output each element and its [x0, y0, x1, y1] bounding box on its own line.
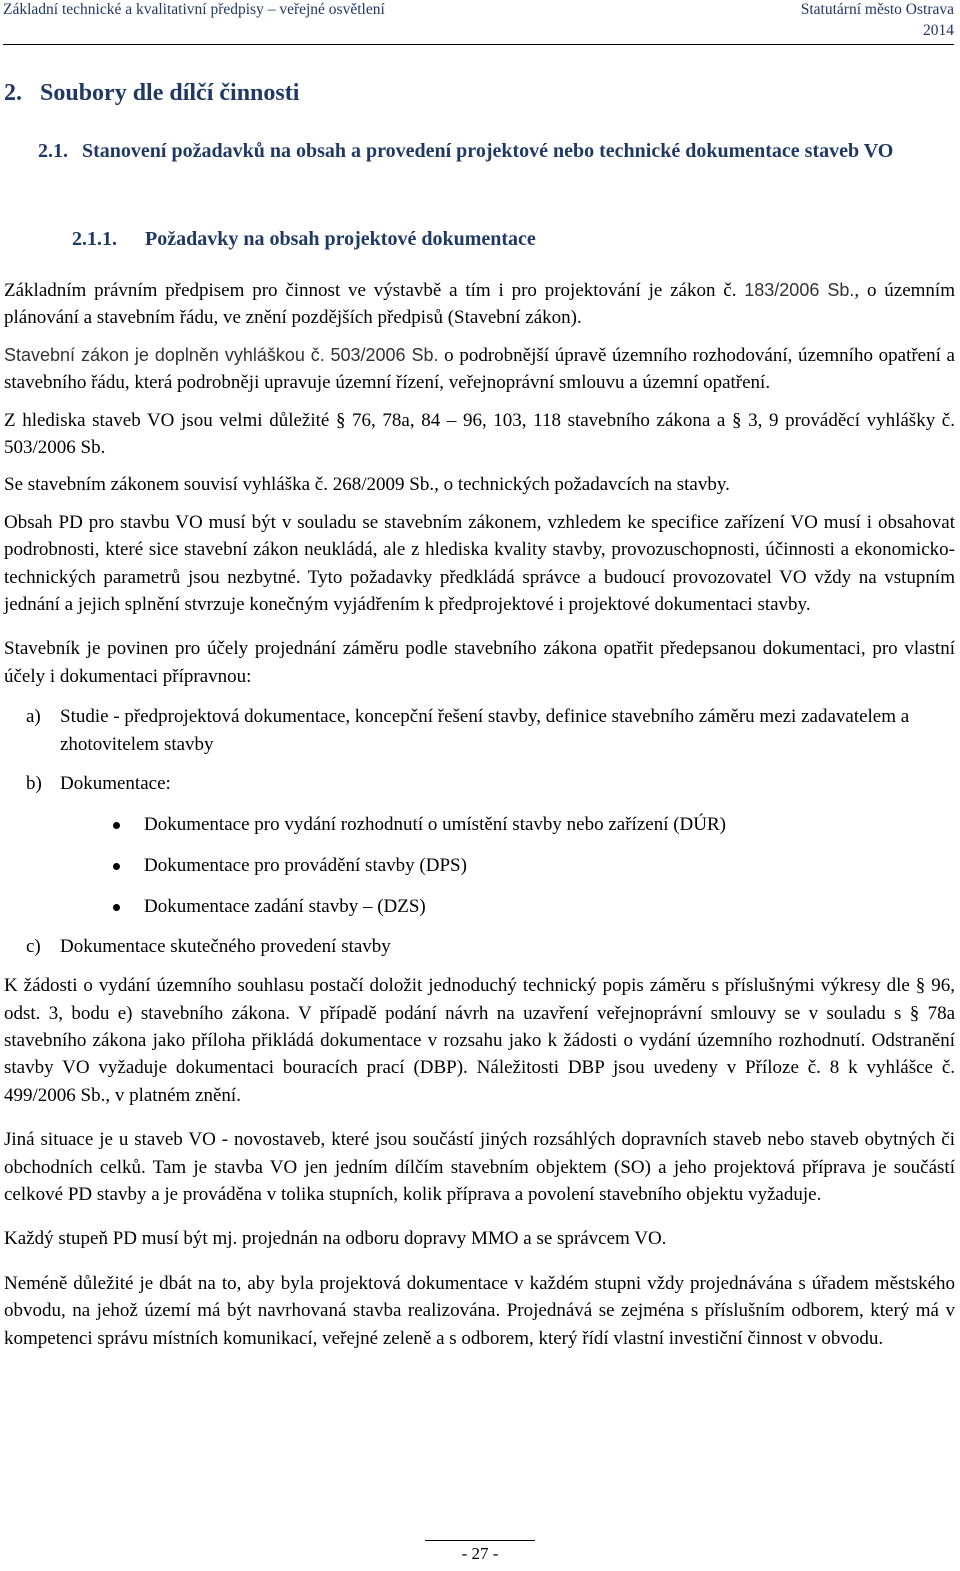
header-title: Základní technické a kvalitativní předpisy – veřejné osvětlení: [3, 1, 385, 18]
paragraph-text: Základním právním předpisem pro činnost ve výstavbě a tím i pro projektování je zákon č.: [4, 280, 737, 301]
heading-2-text: Stanovení požadavků na obsah a provedení projektové nebo technické dokumentace staveb VO: [82, 140, 894, 162]
bullet-icon: [113, 822, 120, 829]
paragraph-pd-approval: Každý stupeň PD musí být mj. projednán na odboru dopravy MMO a se správcem VO.: [4, 1228, 667, 1250]
paragraph-related-decree: Se stavebním zákonem souvisí vyhláška č. 268/2009 Sb., o technických požadavcích na stavby.: [4, 474, 730, 496]
list-item-study: [4, 703, 955, 758]
paragraph-decree: [4, 342, 955, 397]
sublist-item: [60, 852, 955, 879]
paragraph-important-sections: Z hlediska staveb VO jsou velmi důležité § 76, 78a, 84 – 96, 103, 118 stavebního zákona a § 3, 9 prováděcí vyhlášky č. 503/2006 Sb.: [4, 409, 955, 459]
paragraph-text: , o územním plánování a stavebním řádu, ve znění pozdějších předpisů (Stavební zákon).: [4, 280, 955, 329]
sublist-item-text: Dokumentace zadání stavby – (DZS): [144, 896, 426, 918]
paragraph-pd-content: Obsah PD pro stavbu VO musí být v souladu se stavebním zákonem, vzhledem ke specifice zařízení VO musí i obsahovat podrobnosti, které sice stavební zákon neukládá, ale z hlediska kvality stavby, provozuschopnosti, účinnosti a ekonomicko-technických parametrů jsou nezbytné. Tyto požadavky předkládá správce a budoucí provozovatel VO vždy na vstupním jednání a jejich splnění stvrzuje konečným vyjádřením k předprojektové i projektové dokumentaci stavby.: [4, 511, 955, 616]
list-item-text: Dokumentace skutečného provedení stavby: [60, 935, 391, 957]
list-item-text: Studie - předprojektová dokumentace, koncepční řešení stavby, definice stavebního záměru mezi zadavatelem a zhotovitelem stavby: [60, 706, 910, 755]
heading-1-number: 2.: [4, 80, 22, 106]
list-item-text: Dokumentace:: [60, 773, 171, 795]
law-reference: 183/2006 Sb.: [744, 280, 855, 300]
header-organization: Statutární město Ostrava: [800, 1, 954, 18]
list-marker: a): [26, 706, 41, 728]
list-marker: c): [26, 935, 41, 957]
heading-2-number: 2.1.: [38, 140, 68, 162]
document-body: [4, 277, 955, 1352]
bullet-icon: [113, 863, 120, 870]
header-year: 2014: [923, 22, 954, 39]
page-number: - 27 -: [461, 1544, 499, 1563]
paragraph-legal-basis: [4, 277, 955, 332]
paragraph-text: Stavební zákon je doplněn vyhláškou č.: [4, 344, 325, 365]
heading-3-text: Požadavky na obsah projektové dokumentace: [145, 228, 536, 250]
documentation-list: [4, 703, 955, 960]
paragraph-text: o podrobnější úpravě územního rozhodování, územního opatření a stavebního řádu, která podrobněji upravuje územní řízení, veřejnoprávní smlouvu a územní opatření.: [4, 344, 955, 394]
page-header: [3, 0, 954, 45]
sublist-item: [60, 811, 955, 838]
heading-level-1: [4, 80, 299, 107]
list-item-as-built: [4, 933, 955, 960]
sublist-item-text: Dokumentace pro provádění stavby (DPS): [144, 854, 467, 876]
sublist-item: [60, 893, 955, 920]
heading-level-3: [72, 228, 536, 251]
list-marker: b): [26, 773, 42, 795]
heading-1-text: Soubory dle dílčí činnosti: [40, 80, 300, 106]
heading-3-number: 2.1.1.: [72, 228, 117, 250]
documentation-sublist: [60, 811, 955, 921]
bullet-icon: [113, 904, 120, 911]
sublist-item-text: Dokumentace pro vydání rozhodnutí o umístění stavby nebo zařízení (DÚR): [144, 813, 726, 835]
paragraph-district-approval: Neméně důležité je dbát na to, aby byla projektová dokumentace v každém stupni vždy projednávána s úřadem městského obvodu, na jehož území má být navrhovaná stavba realizována. Projednává se zejména s příslušním odborem, který má v kompetenci správu místních komunikací, veřejné zeleně a s odborem, který řídí vlastní investiční činnost v obvodu.: [4, 1272, 955, 1349]
paragraph-territorial-consent: K žádosti o vydání územního souhlasu postačí doložit jednoduchý technický popis záměru s příslušnými výkresy dle § 96, odst. 3, bodu e) stavebního zákona. V případě podání návrh na uzavření veřejnoprávní smlouvy se v souladu s § 78a stavebního zákona jako příloha přikládá dokumentace v rozsahu jako k žádosti o vydání územního rozhodnutí. Odstranění stavby VO vyžaduje dokumentaci bouracích prací (DBP). Náležitosti DBP jsou uvedeny v Příloze č. 8 k vyhlášce č. 499/2006 Sb., v platném znění.: [4, 975, 955, 1106]
decree-reference: 503/2006 Sb.: [330, 344, 439, 365]
paragraph-builder-duty: Stavebník je povinen pro účely projednání záměru podle stavebního zákona opatřit předepsanou dokumentaci, pro vlastní účely i dokumentaci přípravnou:: [4, 638, 955, 687]
footer-divider: [425, 1540, 535, 1541]
list-item-documentation: [4, 770, 955, 921]
paragraph-new-builds: Jiná situace je u staveb VO - novostaveb, které jsou součástí jiných rozsáhlých dopravních staveb nebo staveb obytných či obchodních celků. Tam je stavba VO jen jedním dílčím stavebním objektem (SO) a jeho projektová příprava je součástí celkové PD stavby a je prováděna v tolika stupních, kolik příprava a povolení stavebního objektu vyžaduje.: [4, 1129, 955, 1205]
